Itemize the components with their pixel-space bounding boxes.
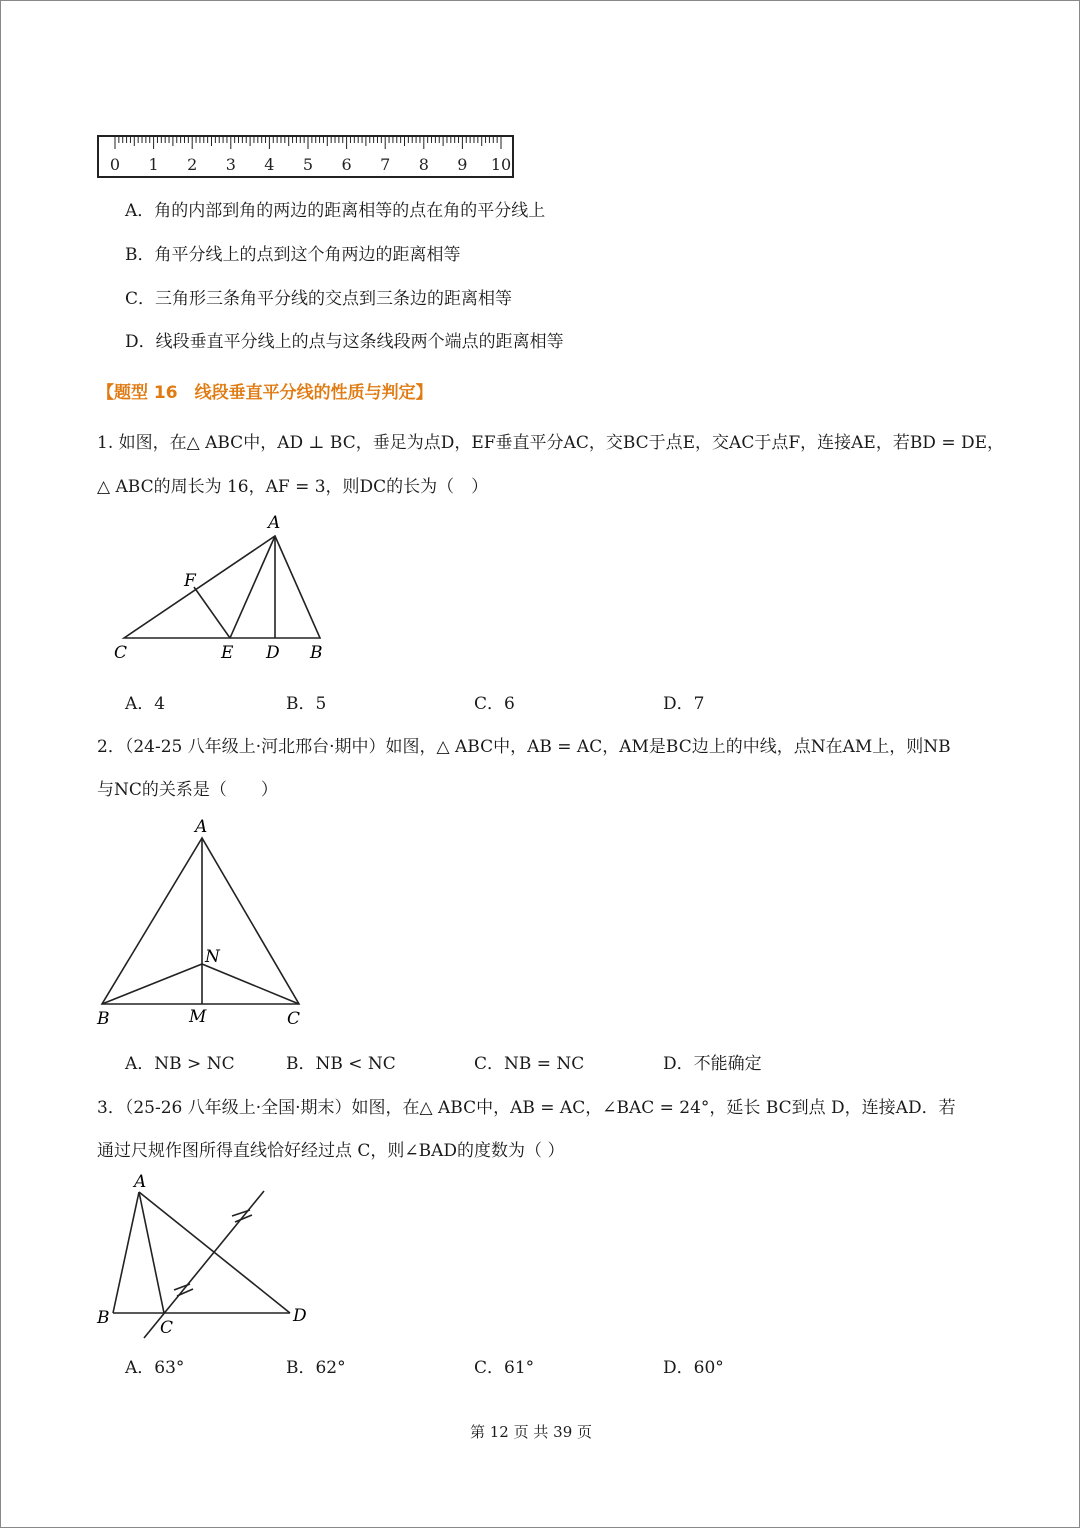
q2-figure [92, 814, 312, 1034]
q1-stem-line1: 1. 如图，在△ ABC中，AD ⊥ BC，垂足为点D，EF垂直平分AC，交BC于点E，交AC于点F，连接AE，若BD = DE， [97, 433, 1005, 453]
q1-option-b: B．5 [286, 694, 327, 714]
ruler-figure [96, 134, 516, 180]
ruler-number: 8 [418, 155, 429, 174]
q2-label-n: N [205, 947, 220, 967]
q3-option-c: C．61° [474, 1358, 535, 1378]
q3-option-b: B．62° [286, 1358, 346, 1378]
q3-option-d: D．60° [663, 1358, 724, 1378]
q2-option-b: B．NB < NC [286, 1054, 396, 1074]
q3-label-c: C [160, 1318, 174, 1338]
ruler-number: 2 [187, 155, 198, 174]
ruler-number: 0 [109, 155, 121, 174]
q1-figure [110, 510, 340, 670]
section-title: 【题型 16 线段垂直平分线的性质与判定】 [97, 383, 433, 403]
q1-option-a: A．4 [125, 694, 166, 714]
ruler-number: 9 [457, 155, 468, 174]
q2-stem-line2: 与NC的关系是（ ） [97, 780, 278, 800]
q2-option-d: D．不能确定 [663, 1054, 762, 1074]
ruler-number: 4 [264, 155, 275, 174]
q3-stem-line1: 3．（25-26 八年级上·全国·期末）如图，在△ ABC中，AB = AC，∠BAC = 24°，延长 BC到点 D，连接AD．若 [97, 1098, 956, 1118]
q1-option-c: C．6 [474, 694, 515, 714]
q2-label-m: M [189, 1007, 207, 1027]
ruler-number: 7 [380, 155, 391, 174]
q1-label-d: D [266, 643, 280, 663]
q2-option-a: A．NB > NC [125, 1054, 235, 1074]
q1-label-f: F [184, 571, 196, 591]
prev-option-d: D．线段垂直平分线上的点与这条线段两个端点的距离相等 [125, 332, 564, 352]
q1-label-b: B [310, 643, 323, 663]
ruler-number: 1 [148, 155, 159, 174]
q1-label-e: E [221, 643, 234, 663]
q1-option-d: D．7 [663, 694, 705, 714]
q3-label-b: B [97, 1308, 110, 1328]
q3-label-d: D [293, 1306, 307, 1326]
prev-option-c: C．三角形三条角平分线的交点到三条边的距离相等 [125, 289, 513, 309]
q1-label-c: C [114, 643, 128, 663]
q2-label-b: B [97, 1009, 110, 1029]
prev-option-a: A．角的内部到角的两边的距离相等的点在角的平分线上 [125, 201, 546, 221]
q3-option-a: A．63° [125, 1358, 185, 1378]
q3-figure [92, 1168, 332, 1348]
prev-option-b: B．角平分线上的点到这个角两边的距离相等 [125, 245, 461, 265]
q3-label-a: A [134, 1172, 147, 1192]
q3-stem-line2: 通过尺规作图所得直线恰好经过点 C，则∠BAD的度数为（ ） [97, 1141, 565, 1161]
page-footer: 第 12 页 共 39 页 [470, 1423, 593, 1441]
q2-label-a: A [195, 817, 208, 837]
q1-stem-line2: △ ABC的周长为 16，AF = 3，则DC的长为（ ） [97, 477, 489, 497]
q2-label-c: C [287, 1009, 301, 1029]
ruler-number: 3 [225, 155, 236, 174]
ruler-number: 10 [490, 155, 512, 174]
q2-stem-line1: 2．（24-25 八年级上·河北邢台·期中）如图，△ ABC中，AB = AC，AM是BC边上的中线，点N在AM上，则NB [97, 737, 951, 757]
ruler-number: 6 [341, 155, 352, 174]
q2-option-c: C．NB = NC [474, 1054, 585, 1074]
ruler-number: 5 [302, 155, 314, 174]
q1-label-a: A [268, 513, 281, 533]
